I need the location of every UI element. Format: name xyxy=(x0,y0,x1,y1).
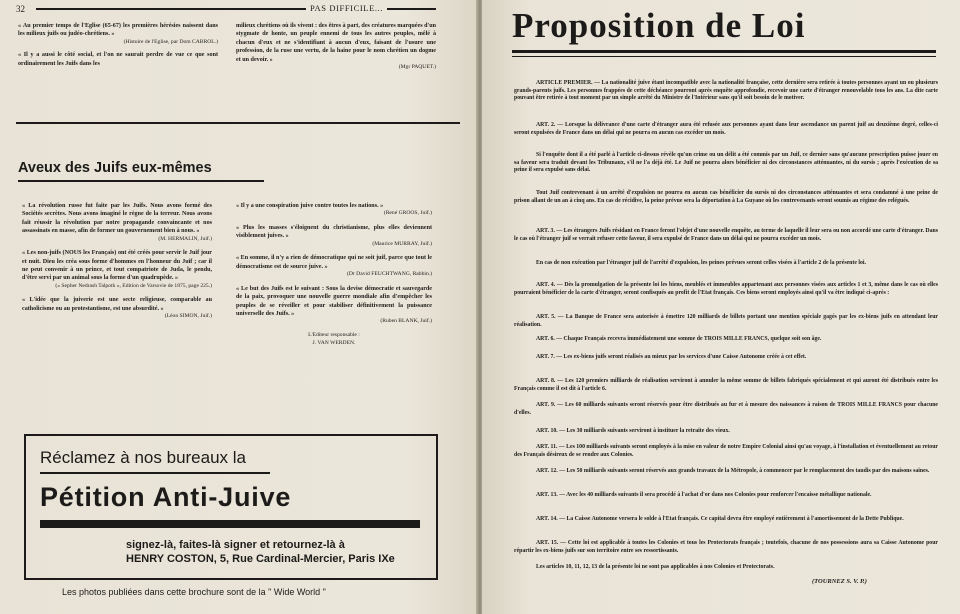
quote-block xyxy=(22,202,212,243)
top-right-column xyxy=(236,22,436,72)
quote-source: (Histoire de l'Eglise, par Dom CABROL.) xyxy=(123,38,218,45)
article-paragraph: ART. 3. — Les étrangers Juifs résidant en France feront l'objet d'une nouvelle enquête, au terme de laquelle il leur sera ou non accordé une carte d'étranger. Dans le cas où l'étranger juif se verrait refuser cette faveur, il sera expulsé de France dans un délai qui ne pourra excéder un mois. xyxy=(514,228,938,242)
article-paragraph: Tout Juif contrevenant à un arrêté d'expulsion ne pourra en aucun cas bénéficier du sursis ni des circonstances atténuantes et sera condamné à une peine de prison allant de un an à cinq ans. En cas de récidive, la peine prévue sera la déportation à La Guyane où les contrevenants seront soumis au régime des relégués. xyxy=(514,190,938,204)
page-title: Proposition de Loi xyxy=(512,6,806,45)
editor-label: L'Editeur responsable : xyxy=(308,332,360,339)
ad-bar xyxy=(40,520,420,528)
quotes-right-column xyxy=(236,202,432,347)
article-paragraph: Les articles 10, 11, 12, 13 de la présente loi ne sont pas applicables à nos Colonies et Protectorats. xyxy=(536,564,775,570)
quote-text: « La révolution russe fut faite par les Juifs. Nous avons formé des Sociétés secrètes. Nous avons imaginé le règne de la terreur. Nous avons fait réussir la révolution par notre propagande convaincante et nos assassinats en masse, afin de former un gouvernement bien à nous. » xyxy=(22,203,212,235)
quote-text: « Au premier temps de l'Eglise (65-67) les premières hérésies naissent dans les milieux juifs ou judéo-chrétiens. » xyxy=(18,23,218,38)
editor-name: J. VAN WERDEN. xyxy=(312,339,356,346)
ad-headline: Réclamez à nos bureaux la xyxy=(40,448,247,467)
article-paragraph: ART. 10. — Les 30 milliards suivants serviront à instituer la retraite des vieux. xyxy=(536,428,730,434)
article-paragraph: ART. 14. — La Caisse Autonome versera le solde à l'Etat français. Ce capital devra être employé entièrement à l'amortissement de la Dette Publique. xyxy=(536,516,904,522)
section-divider xyxy=(16,122,460,124)
title-rule-thin xyxy=(512,56,936,57)
ad-rule xyxy=(40,472,270,474)
page-number: 32 xyxy=(16,4,25,14)
article-paragraph: En cas de non exécution par l'étranger juif de l'arrêté d'expulsion, les peines prévues seront celles visées à l'article 2 de la présente loi. xyxy=(536,260,866,266)
article-paragraph: ART. 15. — Cette loi est applicable à toutes les Colonies et tous les Protectorats français ; toutefois, chacune de nos possessions aura sa Caisse Autonome pour répartir les ex-biens juifs sur son territoire entre ses ressortissants. xyxy=(514,540,938,554)
quote-source: (Ruben BLANK, Juif.) xyxy=(380,318,432,325)
article-paragraph: ART. 7. — Les ex-biens juifs seront réalisés au mieux par les services d'une Caisse Autonome créée à cet effet. xyxy=(536,354,807,360)
quote-text: « Il y a aussi le côté social, et l'on ne saurait perdre de vue ce que sont ordinairement les Juifs dans les xyxy=(18,52,218,67)
article-paragraph: ART. 5. — La Banque de France sera autorisée à émettre 120 milliards de billets portant une mention spéciale gagés par les ex-biens juifs en attendant leur réalisation. xyxy=(514,314,938,328)
petition-advertisement xyxy=(24,434,438,580)
quote-source: (Maurice MURRAY, Juif.) xyxy=(372,240,432,247)
quote-text: « En somme, il n'y a rien de démocratique qui ne soit juif, parce que tout le démocratisme est de source juive. » xyxy=(236,255,432,270)
article-paragraph: ART. 2. — Lorsque la délivrance d'une carte d'étranger aura été refusée aux personnes ayant dans leur ascendance un parent juif au deuxième degré, celles-ci seront expulsées de France dans un délai qui ne pourra en aucun cas excéder un mois. xyxy=(514,122,938,136)
quote-block xyxy=(236,224,432,248)
ad-instruction-line: signez-là, faites-là signer et retournez-là à xyxy=(126,539,345,551)
left-page xyxy=(0,0,478,614)
quote-text: « Il y a une conspiration juive contre toutes les nations. » xyxy=(236,203,384,209)
quote-block xyxy=(236,285,432,326)
title-rule-thick xyxy=(512,50,936,53)
section-title-rule xyxy=(18,180,264,182)
quote-source: (Mgr PAQUET.) xyxy=(398,64,436,71)
article-paragraph: ARTICLE PREMIER. — La nationalité juive étant incompatible avec la nationalité française, cette dernière sera retirée à toutes personnes ayant un ou plusieurs grands-parents juifs. Les personnes frappées de cette déchéance pourront après enquête approfondie, recevoir une carte d'étranger renouvelable tous les ans. La dite carte pouvant être retirée à tout moment par un simple arrêté du Ministre de l'Intérieur sans qu'il soit besoin de le motiver. xyxy=(514,80,938,102)
quotes-left-column xyxy=(22,202,212,321)
article-paragraph: ART. 6. — Chaque Français recevra immédiatement une somme de TROIS MILLE FRANCS, quelque soit son âge. xyxy=(536,336,822,342)
article-paragraph: ART. 4. — Dès la promulgation de la présente loi les biens, meublés et immeubles appartenant aux personnes visées aux articles 1 et 3, même dans le cas où elles pourraient bénéficier de la carte d'étranger, seront confisqués au profit de l'Etat français. Ces biens seront employés ainsi qu'il va être indiqué ci-après : xyxy=(514,282,938,296)
article-paragraph: ART. 13. — Avec les 40 milliards suivants il sera procédé à l'achat d'or dans nos Colonies pour renforcer l'encaisse métallique nationale. xyxy=(536,492,872,498)
top-left-column xyxy=(18,22,218,68)
quote-text: « Plus les masses s'éloignent du christianisme, plus elles deviennent visiblement juives. » xyxy=(236,225,432,240)
running-head: PAS DIFFICILE... xyxy=(306,3,387,13)
quote-text: « Les non-juifs (NOUS les Français) ont été créés pour servir le Juif jour et nuit. Dieu les créa sous forme d'hommes en l'honneur du Juif ; car il ne peut convenir à un prince, et tout compatriote de Juda, le pendu, d'être servi par un animal sous la forme d'un quadrupède. » xyxy=(22,250,212,282)
quote-block xyxy=(22,249,212,290)
ad-title: Pétition Anti-Juive xyxy=(40,482,292,512)
quote-source: (« Sepher Nedrash Talpoth », Edition de Varsovie de 1875, page 225.) xyxy=(55,282,212,289)
right-page xyxy=(482,0,960,614)
quote-text: « L'idée que la juiverie est une secte religieuse, comparable au catholicisme ou au protestantisme, est une absurdité. » xyxy=(22,297,212,312)
quote-source: (Dr David FEUCHTWANG, Rabbin.) xyxy=(347,271,432,278)
quote-text: « Le but des Juifs est le suivant : Sous la devise démocratie et sauvegarde de la paix, provoquer une nouvelle guerre mondiale afin d'empêcher les peuples de se réveiller et pour stabiliser définitivement la puissance universelle des Juifs. » xyxy=(236,285,432,318)
quote-block xyxy=(22,296,212,320)
quote-source: (Léon SIMON, Juif.) xyxy=(164,313,212,320)
quote-block xyxy=(236,254,432,278)
quote-source: (René GROOS, Juif.) xyxy=(383,210,432,217)
section-title: Aveux des Juifs eux-mêmes xyxy=(18,160,212,176)
ad-instructions xyxy=(126,538,426,566)
photos-credit: Les photos publiées dans cette brochure sont de la " Wide World " xyxy=(62,587,326,597)
ad-address-line: HENRY COSTON, 5, Rue Cardinal-Mercier, Paris IXe xyxy=(126,553,395,565)
article-paragraph: ART. 11. — Les 100 milliards suivants seront employés à la mise en valeur de notre Empire Colonial ainsi qu'au voyage, à l'installation et éventuellement au retour des Français désireux de se rendre aux Colonies. xyxy=(514,444,938,458)
page-footer: (TOURNEZ S. V. P.) xyxy=(812,578,867,585)
article-paragraph: ART. 12. — Les 50 milliards suivants seront réservés aux grands travaux de la Métropole, à commencer par le remplacement des taudis par des maisons saines. xyxy=(536,468,930,474)
article-paragraph: ART. 9. — Les 60 milliards suivants seront réservés pour être distribués au fur et à mesure des naissances à raison de TROIS MILLE FRANCS pour chacune d'elles. xyxy=(514,402,938,416)
quote-text: milieux chrétiens où ils vivent : des êtres à part, des créatures marquées d'un stygmate de honte, un peuple ennemi de tous les autres peuples, mêlé à chacun d'eux et ne s'identifiant à aucun d'eux, faisant de l'usure une profession, de la ruse une vertu, de la haine pour le nom chrétien un dogme et un devoir. » xyxy=(236,23,436,63)
article-paragraph: Si l'enquête dont il a été parlé à l'article ci-dessus révèle qu'un crime ou un délit a été commis par un Juif, ce dernier sans qu'aucune prescription puisse jouer en sa faveur sera traduit devant les Tribunaux, s'il ne l'a déjà été. Le Juif ne pourra alors bénéficier ni des circonstances atténuantes, ni du sursis ; après l'exécution de sa peine il sera expulsé sans délai. xyxy=(514,152,938,174)
article-paragraph: ART. 8. — Les 120 premiers milliards de réalisation serviront à annuler la même somme de billets fabriqués spécialement et qui auront été distribués entre les Français comme il est dit à l'article 6. xyxy=(514,378,938,392)
quote-block xyxy=(236,202,432,218)
quote-source: (M. HERMALIN, Juif.) xyxy=(158,235,212,242)
